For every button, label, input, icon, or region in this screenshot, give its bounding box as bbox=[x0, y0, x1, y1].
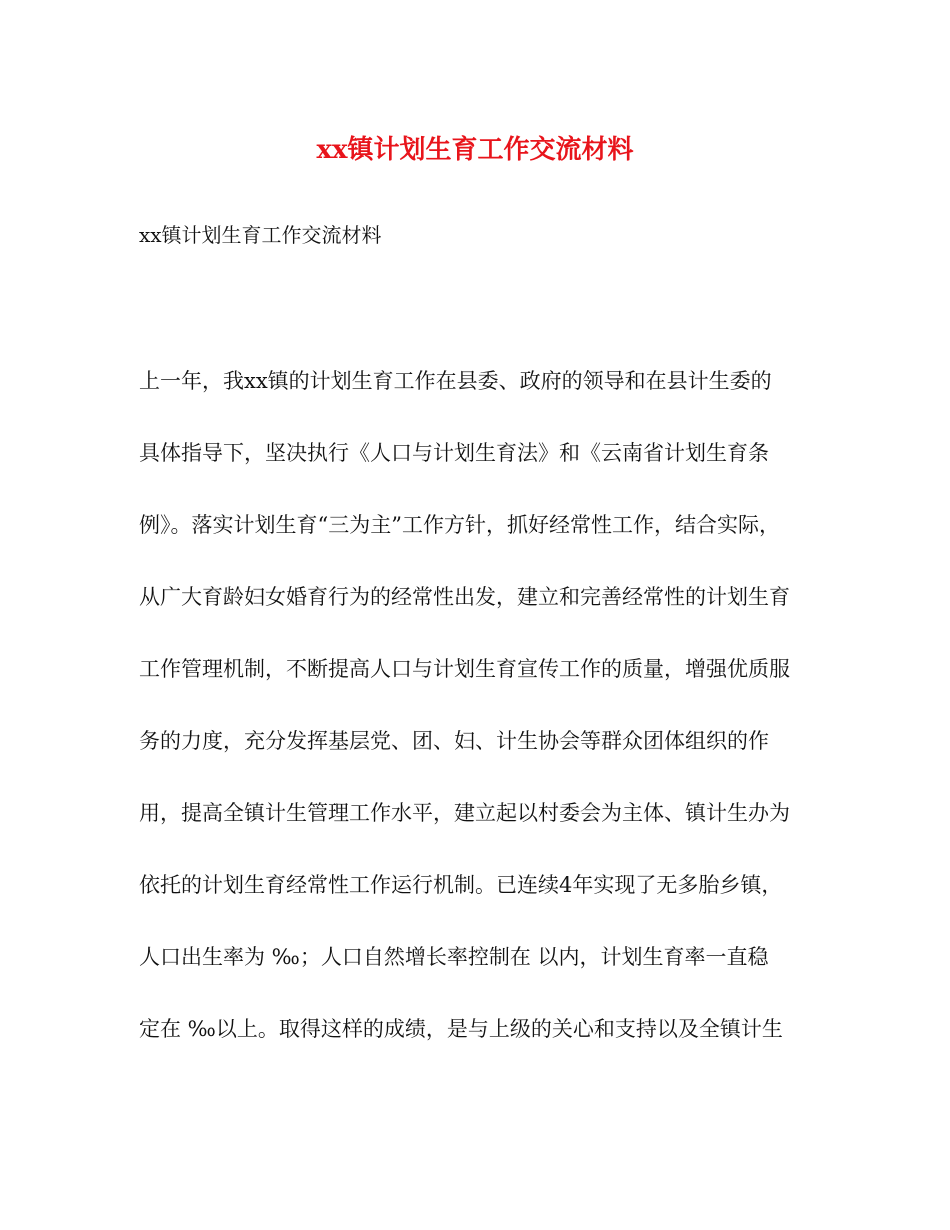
body-line-6: 务的力度，充分发挥基层党、团、妇、计生协会等群众团体组织的作 bbox=[139, 729, 769, 753]
document-title: xx镇计划生育工作交流材料 bbox=[316, 135, 634, 165]
body-line-8: 依托的计划生育经常性工作运行机制。已连续4年实现了无多胎乡镇， bbox=[139, 873, 783, 897]
body-line-5: 工作管理机制，不断提高人口与计划生育宣传工作的质量，增强优质服 bbox=[139, 657, 790, 681]
body-line-7: 用，提高全镇计生管理工作水平，建立起以村委会为主体、镇计生办为 bbox=[139, 801, 790, 825]
body-line-2: 具体指导下，坚决执行《人口与计划生育法》和《云南省计划生育条 bbox=[139, 441, 769, 465]
document-subtitle: xx镇计划生育工作交流材料 bbox=[139, 223, 382, 247]
body-line-4: 从广大育龄妇女婚育行为的经常性出发，建立和完善经常性的计划生育 bbox=[139, 585, 790, 609]
body-line-3: 例》。落实计划生育“三为主”工作方针，抓好经常性工作，结合实际， bbox=[139, 513, 780, 537]
body-line-1: 上一年，我xx镇的计划生育工作在县委、政府的领导和在县计生委的 bbox=[139, 369, 772, 393]
body-line-9: 人口出生率为 ‰；人口自然增长率控制在 以内，计划生育率一直稳 bbox=[139, 945, 769, 969]
body-line-10: 定在 ‰以上。取得这样的成绩，是与上级的关心和支持以及全镇计生 bbox=[139, 1017, 783, 1041]
